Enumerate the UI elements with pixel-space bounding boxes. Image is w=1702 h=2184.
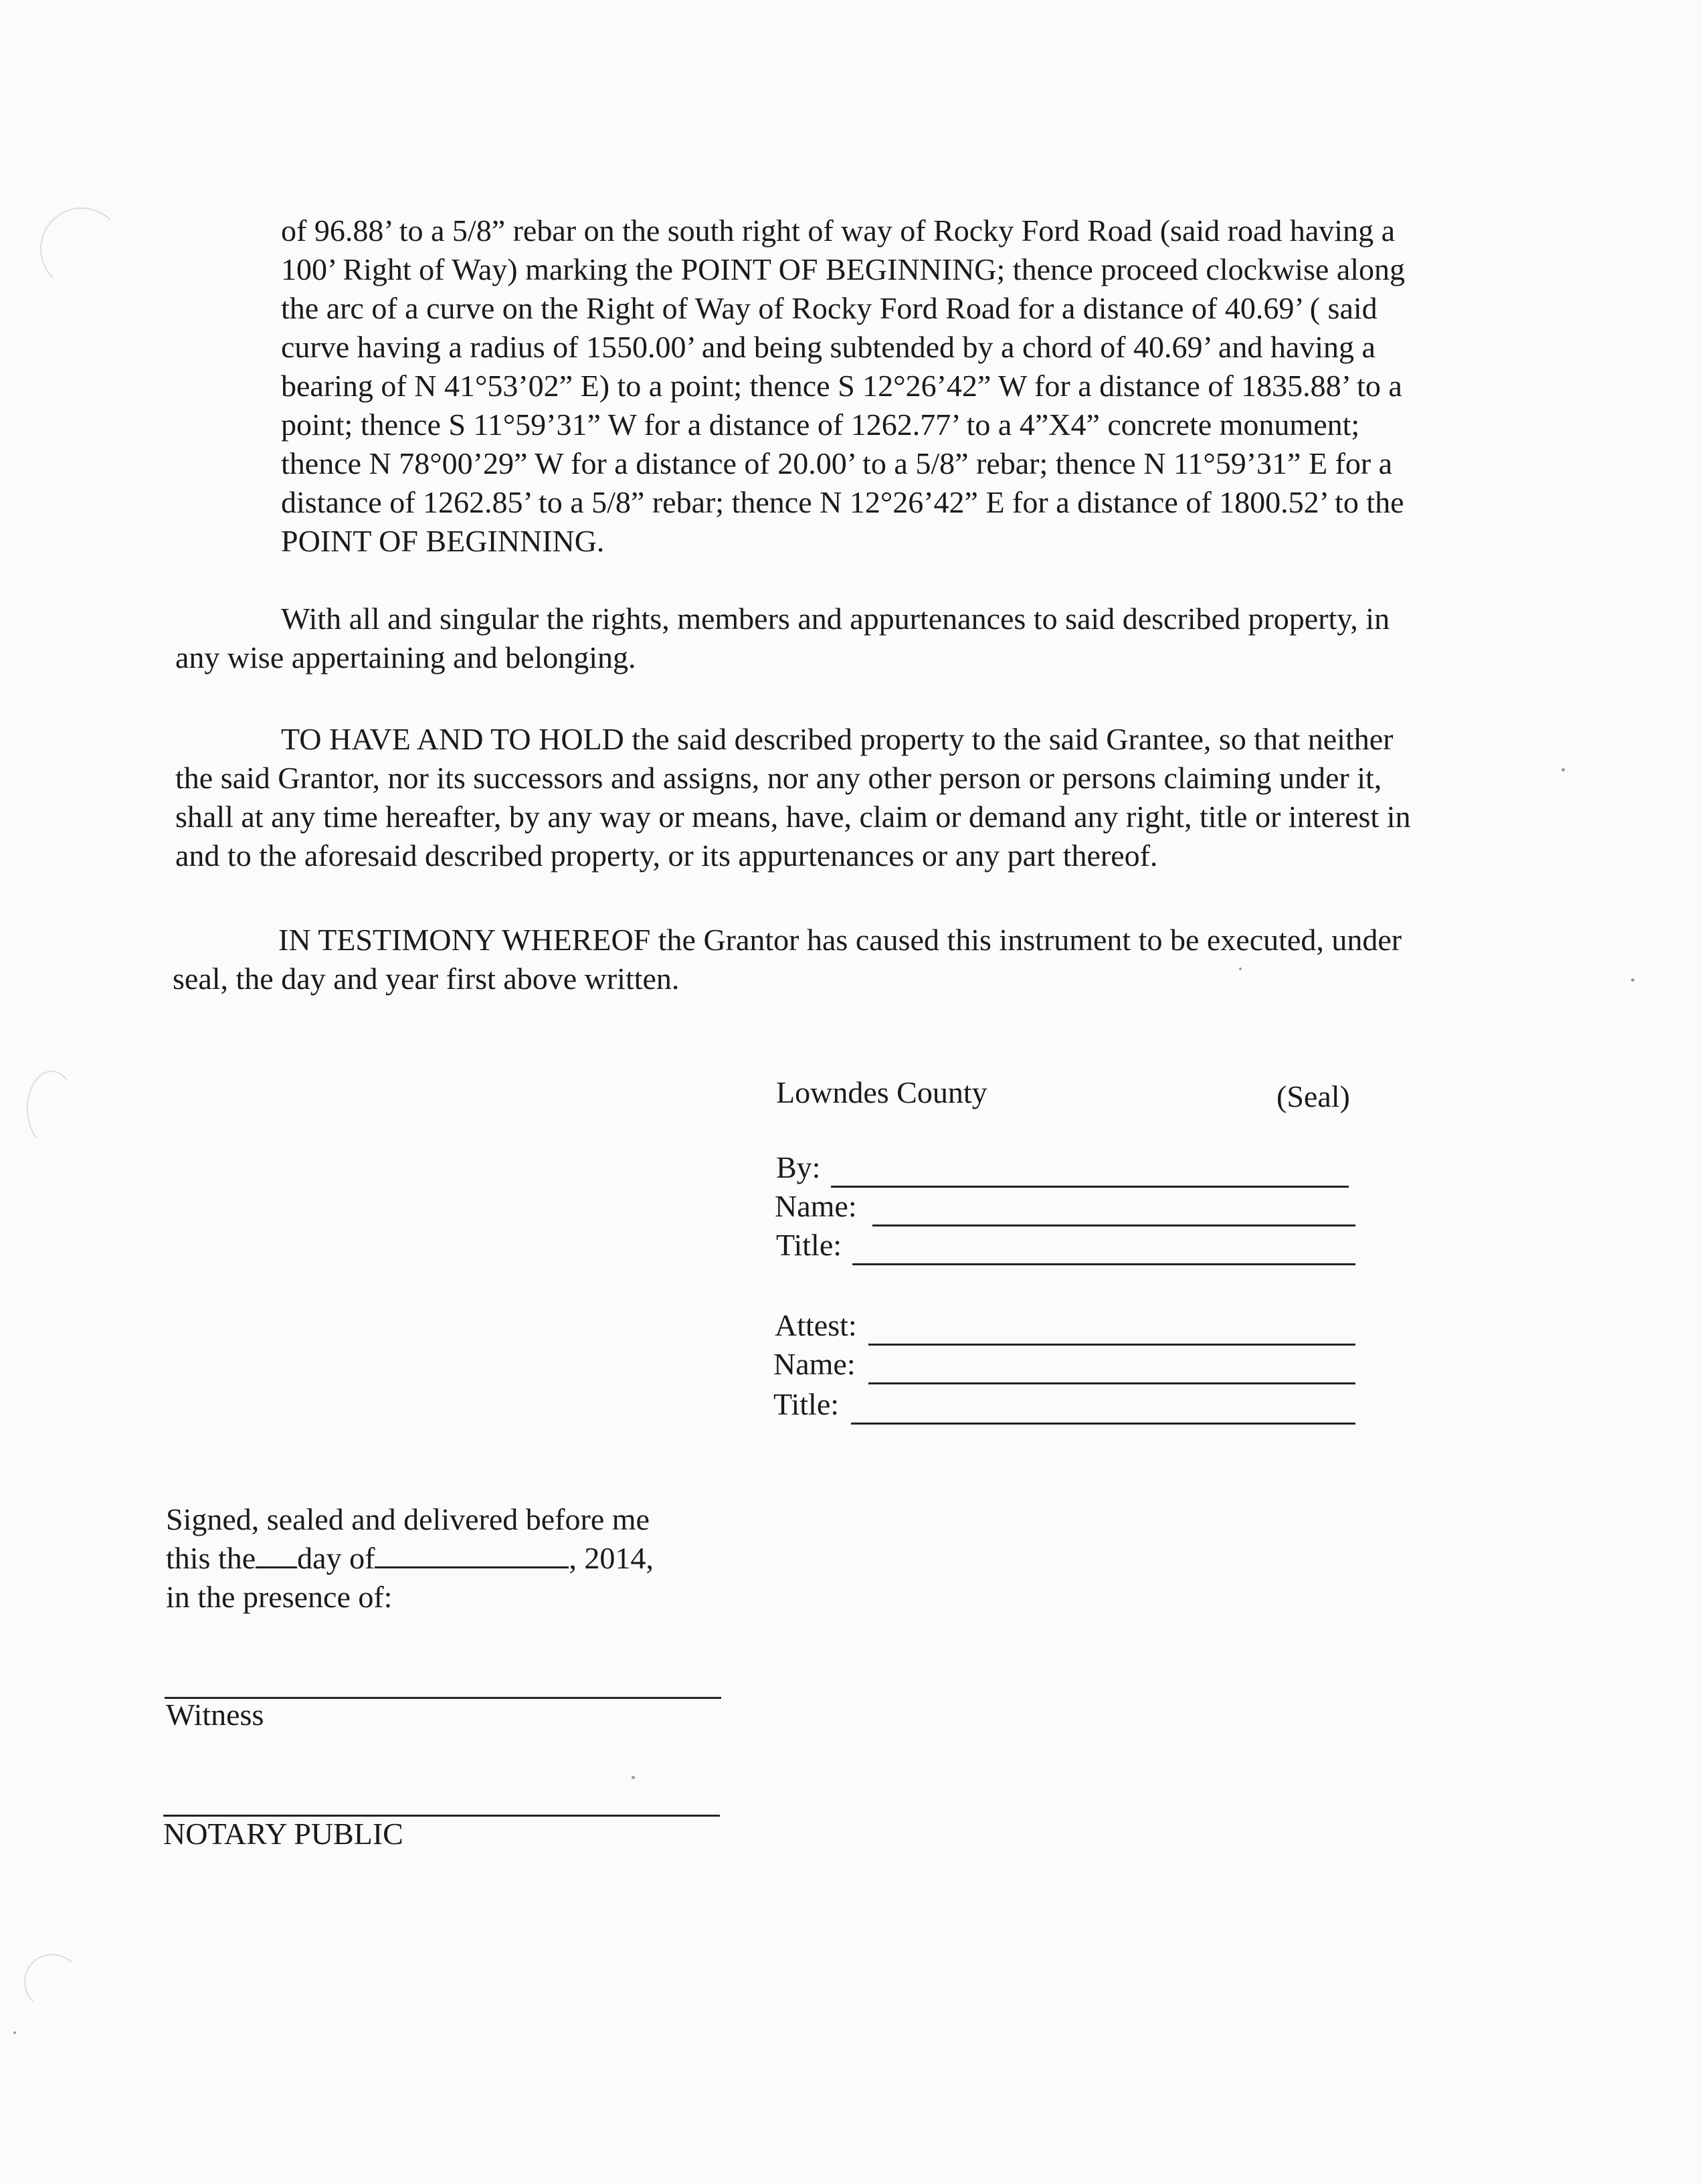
month-blank[interactable] — [375, 1540, 569, 1568]
witness-line-3: in the presence of: — [166, 1580, 393, 1614]
legal-line: of 96.88’ to a 5/8” rebar on the south right of way of Rocky Ford Road (said road having a — [281, 213, 1395, 248]
legal-line: curve having a radius of 1550.00’ and being subtended by a chord of 40.69’ and having a — [281, 330, 1376, 364]
scan-artifact — [27, 1071, 76, 1147]
scan-speck — [632, 1776, 635, 1779]
attest-title-line[interactable] — [851, 1423, 1355, 1425]
testimony-line: IN TESTIMONY WHEREOF the Grantor has caused this instrument to be executed, under — [278, 923, 1402, 957]
testimony-line: seal, the day and year first above written. — [173, 962, 680, 996]
legal-line: 100’ Right of Way) marking the POINT OF BEGINNING; thence proceed clockwise along — [281, 252, 1406, 286]
attest-label: Attest: — [775, 1308, 857, 1342]
rights-clause — [175, 600, 1488, 677]
legal-line: point; thence S 11°59’31” W for a distance of 1262.77’ to a 4”X4” concrete monument; — [281, 407, 1360, 442]
testimony-clause — [173, 921, 1484, 998]
witness-day-of: day of — [297, 1541, 375, 1575]
legal-line: distance of 1262.85’ to a 5/8” rebar; thence N 12°26’42” E for a distance of 1800.52’ to the — [281, 485, 1404, 519]
witness-block — [166, 1500, 721, 1617]
witness-line-2 — [166, 1539, 721, 1578]
attest-name-line[interactable] — [868, 1382, 1355, 1384]
name-label: Name: — [775, 1189, 857, 1223]
habendum-clause — [175, 720, 1488, 875]
witness-this-the: this the — [166, 1541, 256, 1575]
legal-line: thence N 78°00’29” W for a distance of 20.00’ to a 5/8” rebar; thence N 11°59’31” E for a — [281, 446, 1393, 480]
habendum-line: TO HAVE AND TO HOLD the said described property to the said Grantee, so that neither — [281, 722, 1394, 756]
witness-line-1: Signed, sealed and delivered before me — [166, 1502, 650, 1536]
habendum-line: shall at any time hereafter, by any way or means, have, claim or demand any right, title or interest in — [175, 800, 1411, 834]
legal-line: POINT OF BEGINNING. — [281, 524, 605, 558]
legal-line: bearing of N 41°53’02” E) to a point; thence S 12°26’42” W for a distance of 1835.88’ to a — [281, 369, 1402, 403]
grantor-name: Lowndes County — [776, 1075, 987, 1109]
legal-description — [281, 211, 1492, 561]
scan-speck — [1239, 968, 1242, 970]
attest-title-label: Title: — [773, 1387, 840, 1421]
title-label: Title: — [776, 1228, 842, 1262]
scan-speck — [13, 2031, 16, 2034]
scan-artifact — [40, 207, 123, 290]
title-signature-line[interactable] — [852, 1263, 1355, 1265]
attest-signature-line[interactable] — [868, 1344, 1355, 1346]
scan-artifact — [24, 1954, 80, 2010]
witness-year: , 2014, — [569, 1541, 654, 1575]
by-signature-line[interactable] — [831, 1186, 1349, 1188]
witness-label: Witness — [166, 1698, 264, 1732]
rights-line: With all and singular the rights, members and appurtenances to said described property, in — [281, 602, 1390, 636]
legal-line: the arc of a curve on the Right of Way of Rocky Ford Road for a distance of 40.69’ ( said — [281, 291, 1378, 325]
seal-label: (Seal) — [1276, 1079, 1350, 1113]
rights-line: any wise appertaining and belonging. — [175, 640, 636, 674]
scan-speck — [1631, 978, 1634, 982]
attest-name-label: Name: — [773, 1347, 856, 1381]
notary-label: NOTARY PUBLIC — [163, 1817, 403, 1851]
habendum-line: and to the aforesaid described property, or its appurtenances or any part thereof. — [175, 838, 1158, 873]
name-signature-line[interactable] — [872, 1224, 1355, 1226]
by-label: By: — [776, 1150, 821, 1184]
day-blank[interactable] — [256, 1540, 297, 1568]
scan-speck — [1562, 768, 1565, 771]
habendum-line: the said Grantor, nor its successors and assigns, nor any other person or persons claiming under it, — [175, 761, 1382, 795]
